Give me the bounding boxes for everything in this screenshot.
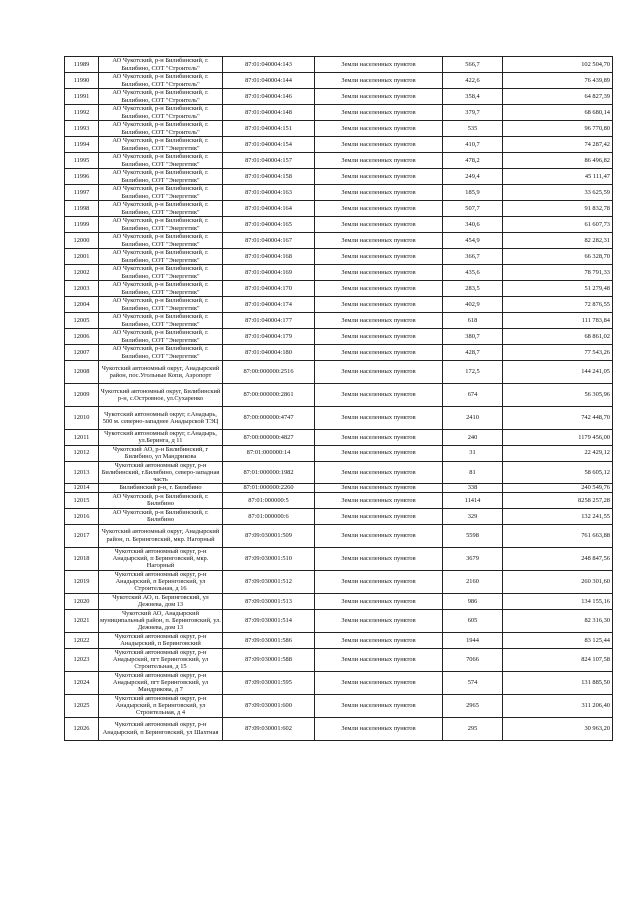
table-row bbox=[65, 137, 613, 153]
cadastral-number-cell: 87:01:040004:148 bbox=[223, 105, 315, 121]
cadastral-value-cell: 76 439,89 bbox=[503, 73, 613, 89]
address-cell: АО Чукотский, р-н Билибинский, г. Билибино, СОТ "Строитель" bbox=[99, 121, 223, 137]
area-cell: 1944 bbox=[443, 632, 503, 648]
address-cell: Чукотский автономный округ, г.Анадырь, 500 м. северно-западнее Анадырской ТЭЦ bbox=[99, 407, 223, 430]
cadastral-value-cell: 74 287,42 bbox=[503, 137, 613, 153]
address-cell: Билибинский р-н, г. Билибино bbox=[99, 484, 223, 492]
cadastral-number-cell: 87:09:030001:588 bbox=[223, 648, 315, 671]
cadastral-number-cell: 87:01:040004:163 bbox=[223, 185, 315, 201]
cadastral-value-cell: 761 663,88 bbox=[503, 524, 613, 547]
table-row bbox=[65, 609, 613, 632]
address-cell: АО Чукотский, р-н Билибинский, г. Билибино, СОТ "Энергетик" bbox=[99, 233, 223, 249]
row-number-cell: 12006 bbox=[65, 329, 99, 345]
row-number-cell: 12024 bbox=[65, 671, 99, 694]
cadastral-number-cell: 87:00:000000:4827 bbox=[223, 430, 315, 446]
address-cell: Чукотский автономный округ, р-н Анадырский, п Беринговский, ул Строительная, д 4 bbox=[99, 694, 223, 717]
area-cell: 2965 bbox=[443, 694, 503, 717]
address-cell: Чукотский автономный округ, р-н Анадырский, п Беринговский, ул Строительная, д 16 bbox=[99, 570, 223, 593]
cadastral-value-cell: 240 549,76 bbox=[503, 484, 613, 492]
table-body bbox=[65, 57, 613, 741]
row-number-cell: 12025 bbox=[65, 694, 99, 717]
table-row bbox=[65, 547, 613, 570]
address-cell: АО Чукотский, р-н Билибинский, г. Билибино, СОТ "Энергетик" bbox=[99, 329, 223, 345]
table-row bbox=[65, 201, 613, 217]
cadastral-value-cell: 96 770,80 bbox=[503, 121, 613, 137]
land-category-cell: Земли населенных пунктов bbox=[315, 524, 443, 547]
cadastral-value-cell: 132 241,55 bbox=[503, 508, 613, 524]
row-number-cell: 12002 bbox=[65, 265, 99, 281]
row-number-cell: 11989 bbox=[65, 57, 99, 73]
address-cell: АО Чукотский, р-н Билибинский, г. Билибино, СОТ "Строитель" bbox=[99, 73, 223, 89]
row-number-cell: 12018 bbox=[65, 547, 99, 570]
area-cell: 380,7 bbox=[443, 329, 503, 345]
area-cell: 566,7 bbox=[443, 57, 503, 73]
row-number-cell: 11991 bbox=[65, 89, 99, 105]
address-cell: Чукотский автономный округ, Билибинский р-н, с.Островное, ул.Сухаренко bbox=[99, 384, 223, 407]
cadastral-number-cell: 87:09:030001:586 bbox=[223, 632, 315, 648]
table-row bbox=[65, 185, 613, 201]
address-cell: АО Чукотский, р-н Билибинский, г. Билибино, СОТ "Энергетик" bbox=[99, 201, 223, 217]
cadastral-number-cell: 87:01:040004:146 bbox=[223, 89, 315, 105]
cadastral-number-cell: 87:09:030001:509 bbox=[223, 524, 315, 547]
table-row bbox=[65, 217, 613, 233]
table-row bbox=[65, 249, 613, 265]
table-row bbox=[65, 492, 613, 508]
cadastral-number-cell: 87:01:000000:2260 bbox=[223, 484, 315, 492]
address-cell: Чукотский автономный округ, р-н Анадырский, п Беринговский bbox=[99, 632, 223, 648]
row-number-cell: 12015 bbox=[65, 492, 99, 508]
land-category-cell: Земли населенных пунктов bbox=[315, 313, 443, 329]
area-cell: 3679 bbox=[443, 547, 503, 570]
address-cell: АО Чукотский, р-н Билибинский, г. Билибино, СОТ "Энергетик" bbox=[99, 169, 223, 185]
cadastral-number-cell: 87:01:040004:154 bbox=[223, 137, 315, 153]
cadastral-value-cell: 68 680,14 bbox=[503, 105, 613, 121]
row-number-cell: 12016 bbox=[65, 508, 99, 524]
cadastral-number-cell: 87:00:000000:4747 bbox=[223, 407, 315, 430]
cadastral-value-cell: 248 847,56 bbox=[503, 547, 613, 570]
cadastral-value-cell: 311 206,40 bbox=[503, 694, 613, 717]
address-cell: Чукотский автономный округ, р-н Анадырский, п Беринговский, ул Шахтная bbox=[99, 717, 223, 740]
row-number-cell: 12007 bbox=[65, 345, 99, 361]
area-cell: 2410 bbox=[443, 407, 503, 430]
cadastral-number-cell: 87:09:030001:512 bbox=[223, 570, 315, 593]
table-row bbox=[65, 445, 613, 461]
area-cell: 5598 bbox=[443, 524, 503, 547]
address-cell: АО Чукотский, р-н Билибинский, г. Билибино, СОТ "Энергетик" bbox=[99, 217, 223, 233]
address-cell: Чукотский автономный округ, р-н Билибинский, г.Билибино, северо-западная часть bbox=[99, 461, 223, 484]
cadastral-value-cell: 22 429,12 bbox=[503, 445, 613, 461]
cadastral-value-cell: 824 107,58 bbox=[503, 648, 613, 671]
row-number-cell: 12014 bbox=[65, 484, 99, 492]
land-category-cell: Земли населенных пунктов bbox=[315, 89, 443, 105]
table-row bbox=[65, 297, 613, 313]
land-category-cell: Земли населенных пунктов bbox=[315, 632, 443, 648]
area-cell: 402,9 bbox=[443, 297, 503, 313]
address-cell: АО Чукотский, р-н Билибинский, г. Билибино, СОТ "Строитель" bbox=[99, 105, 223, 121]
row-number-cell: 12017 bbox=[65, 524, 99, 547]
row-number-cell: 12026 bbox=[65, 717, 99, 740]
cadastral-number-cell: 87:01:040004:167 bbox=[223, 233, 315, 249]
row-number-cell: 12012 bbox=[65, 445, 99, 461]
table-row bbox=[65, 73, 613, 89]
cadastral-number-cell: 87:00:000000:2861 bbox=[223, 384, 315, 407]
area-cell: 454,9 bbox=[443, 233, 503, 249]
row-number-cell: 11998 bbox=[65, 201, 99, 217]
land-category-cell: Земли населенных пунктов bbox=[315, 445, 443, 461]
cadastral-number-cell: 87:09:030001:514 bbox=[223, 609, 315, 632]
table-row bbox=[65, 169, 613, 185]
cadastral-number-cell: 87:01:040004:158 bbox=[223, 169, 315, 185]
cadastral-value-cell: 66 328,70 bbox=[503, 249, 613, 265]
cadastral-value-cell: 131 885,50 bbox=[503, 671, 613, 694]
area-cell: 986 bbox=[443, 593, 503, 609]
cadastral-value-cell: 144 241,05 bbox=[503, 361, 613, 384]
land-category-cell: Земли населенных пунктов bbox=[315, 137, 443, 153]
address-cell: Чукотский автономный округ, р-н Анадырский, пгт Беринговский, ул Строительная, д 15 bbox=[99, 648, 223, 671]
cadastral-number-cell: 87:01:000000:1982 bbox=[223, 461, 315, 484]
row-number-cell: 12005 bbox=[65, 313, 99, 329]
land-category-cell: Земли населенных пунктов bbox=[315, 694, 443, 717]
land-category-cell: Земли населенных пунктов bbox=[315, 233, 443, 249]
cadastral-number-cell: 87:09:030001:510 bbox=[223, 547, 315, 570]
land-category-cell: Земли населенных пунктов bbox=[315, 671, 443, 694]
cadastral-value-cell: 86 496,82 bbox=[503, 153, 613, 169]
address-cell: Чукотский автономный округ, Анадырский район, пос.Угольные Копи, Аэропорт bbox=[99, 361, 223, 384]
area-cell: 535 bbox=[443, 121, 503, 137]
area-cell: 435,6 bbox=[443, 265, 503, 281]
cadastral-value-cell: 134 155,16 bbox=[503, 593, 613, 609]
land-category-cell: Земли населенных пунктов bbox=[315, 648, 443, 671]
table-row bbox=[65, 484, 613, 492]
area-cell: 185,9 bbox=[443, 185, 503, 201]
table-row bbox=[65, 121, 613, 137]
address-cell: Чукотский АО, р-н Билибинский, г Билибино, ул Мандрикова bbox=[99, 445, 223, 461]
land-category-cell: Земли населенных пунктов bbox=[315, 461, 443, 484]
land-category-cell: Земли населенных пунктов bbox=[315, 169, 443, 185]
land-category-cell: Земли населенных пунктов bbox=[315, 407, 443, 430]
table-row bbox=[65, 648, 613, 671]
cadastral-number-cell: 87:09:030001:600 bbox=[223, 694, 315, 717]
address-cell: АО Чукотский, р-н Билибинский, г. Билибино, СОТ "Энергетик" bbox=[99, 185, 223, 201]
cadastral-number-cell: 87:01:040004:165 bbox=[223, 217, 315, 233]
table-row bbox=[65, 570, 613, 593]
area-cell: 379,7 bbox=[443, 105, 503, 121]
area-cell: 366,7 bbox=[443, 249, 503, 265]
address-cell: АО Чукотский, р-н Билибинский, г. Билибино bbox=[99, 508, 223, 524]
table-row bbox=[65, 265, 613, 281]
table-row bbox=[65, 524, 613, 547]
area-cell: 295 bbox=[443, 717, 503, 740]
address-cell: Чукотский автономный округ, р-н Анадырский, п Беринговский, мкр. Нагорный bbox=[99, 547, 223, 570]
row-number-cell: 11995 bbox=[65, 153, 99, 169]
cadastral-number-cell: 87:01:040004:143 bbox=[223, 57, 315, 73]
land-category-cell: Земли населенных пунктов bbox=[315, 281, 443, 297]
land-category-cell: Земли населенных пунктов bbox=[315, 217, 443, 233]
cadastral-number-cell: 87:01:000000:6 bbox=[223, 508, 315, 524]
address-cell: АО Чукотский, р-н Билибинский, г. Билибино, СОТ "Энергетик" bbox=[99, 153, 223, 169]
land-category-cell: Земли населенных пунктов bbox=[315, 345, 443, 361]
cadastral-value-cell: 8258 257,28 bbox=[503, 492, 613, 508]
area-cell: 31 bbox=[443, 445, 503, 461]
area-cell: 428,7 bbox=[443, 345, 503, 361]
row-number-cell: 12013 bbox=[65, 461, 99, 484]
area-cell: 7066 bbox=[443, 648, 503, 671]
land-category-cell: Земли населенных пунктов bbox=[315, 121, 443, 137]
cadastral-number-cell: 87:09:030001:513 bbox=[223, 593, 315, 609]
area-cell: 618 bbox=[443, 313, 503, 329]
cadastral-number-cell: 87:01:040004:177 bbox=[223, 313, 315, 329]
cadastral-value-cell: 64 827,39 bbox=[503, 89, 613, 105]
land-category-cell: Земли населенных пунктов bbox=[315, 249, 443, 265]
row-number-cell: 12022 bbox=[65, 632, 99, 648]
area-cell: 11414 bbox=[443, 492, 503, 508]
cadastral-number-cell: 87:01:040004:179 bbox=[223, 329, 315, 345]
area-cell: 172,5 bbox=[443, 361, 503, 384]
cadastral-value-cell: 33 625,59 bbox=[503, 185, 613, 201]
cadastral-value-cell: 77 543,26 bbox=[503, 345, 613, 361]
area-cell: 478,2 bbox=[443, 153, 503, 169]
area-cell: 410,7 bbox=[443, 137, 503, 153]
address-cell: Чукотский автономный округ, р-н Анадырский, пгт Беринговский, ул Мандрикова, д 7 bbox=[99, 671, 223, 694]
row-number-cell: 12009 bbox=[65, 384, 99, 407]
cadastral-value-cell: 82 282,31 bbox=[503, 233, 613, 249]
cadastral-number-cell: 87:01:000000:14 bbox=[223, 445, 315, 461]
land-category-cell: Земли населенных пунктов bbox=[315, 57, 443, 73]
address-cell: АО Чукотский, р-н Билибинский, г. Билибино bbox=[99, 492, 223, 508]
cadastral-number-cell: 87:01:040004:170 bbox=[223, 281, 315, 297]
table-row bbox=[65, 430, 613, 446]
row-number-cell: 11999 bbox=[65, 217, 99, 233]
cadastral-number-cell: 87:01:040004:157 bbox=[223, 153, 315, 169]
land-category-cell: Земли населенных пунктов bbox=[315, 105, 443, 121]
area-cell: 2160 bbox=[443, 570, 503, 593]
land-category-cell: Земли населенных пунктов bbox=[315, 297, 443, 313]
area-cell: 81 bbox=[443, 461, 503, 484]
cadastral-value-cell: 78 791,33 bbox=[503, 265, 613, 281]
cadastral-value-cell: 56 305,96 bbox=[503, 384, 613, 407]
row-number-cell: 11992 bbox=[65, 105, 99, 121]
row-number-cell: 12010 bbox=[65, 407, 99, 430]
row-number-cell: 12003 bbox=[65, 281, 99, 297]
area-cell: 249,4 bbox=[443, 169, 503, 185]
row-number-cell: 12004 bbox=[65, 297, 99, 313]
document-page bbox=[64, 56, 612, 741]
land-category-cell: Земли населенных пунктов bbox=[315, 484, 443, 492]
table-row bbox=[65, 153, 613, 169]
table-row bbox=[65, 384, 613, 407]
table-row bbox=[65, 329, 613, 345]
row-number-cell: 12008 bbox=[65, 361, 99, 384]
land-category-cell: Земли населенных пунктов bbox=[315, 384, 443, 407]
cadastral-number-cell: 87:01:040004:151 bbox=[223, 121, 315, 137]
cadastral-number-cell: 87:00:000000:2516 bbox=[223, 361, 315, 384]
table-row bbox=[65, 508, 613, 524]
table-row bbox=[65, 694, 613, 717]
table-row bbox=[65, 345, 613, 361]
land-category-cell: Земли населенных пунктов bbox=[315, 609, 443, 632]
row-number-cell: 11993 bbox=[65, 121, 99, 137]
cadastral-value-cell: 61 607,73 bbox=[503, 217, 613, 233]
address-cell: АО Чукотский, р-н Билибинский, г. Билибино, СОТ "Энергетик" bbox=[99, 137, 223, 153]
address-cell: АО Чукотский, р-н Билибинский, г. Билибино, СОТ "Строитель" bbox=[99, 89, 223, 105]
cadastral-value-cell: 82 316,30 bbox=[503, 609, 613, 632]
address-cell: АО Чукотский, р-н Билибинский, г. Билибино, СОТ "Энергетик" bbox=[99, 265, 223, 281]
land-category-cell: Земли населенных пунктов bbox=[315, 717, 443, 740]
row-number-cell: 12021 bbox=[65, 609, 99, 632]
row-number-cell: 12000 bbox=[65, 233, 99, 249]
row-number-cell: 11996 bbox=[65, 169, 99, 185]
address-cell: АО Чукотский, р-н Билибинский, г. Билибино, СОТ "Энергетик" bbox=[99, 249, 223, 265]
table-row bbox=[65, 461, 613, 484]
area-cell: 358,4 bbox=[443, 89, 503, 105]
table-row bbox=[65, 233, 613, 249]
address-cell: Чукотский АО, Анадырский муниципальный район, п. Беринговский, ул. Дежнева, дом 13 bbox=[100, 609, 221, 632]
table-row bbox=[65, 281, 613, 297]
table-row bbox=[65, 671, 613, 694]
address-cell: АО Чукотский, р-н Билибинский, г. Билибино, СОТ "Строитель" bbox=[99, 57, 223, 73]
row-number-cell: 11997 bbox=[65, 185, 99, 201]
land-category-cell: Земли населенных пунктов bbox=[315, 265, 443, 281]
land-category-cell: Земли населенных пунктов bbox=[315, 593, 443, 609]
land-category-cell: Земли населенных пунктов bbox=[315, 201, 443, 217]
area-cell: 240 bbox=[443, 430, 503, 446]
table-row bbox=[65, 593, 613, 609]
cadastral-value-cell: 742 448,70 bbox=[503, 407, 613, 430]
row-number-cell: 12020 bbox=[65, 593, 99, 609]
row-number-cell: 12001 bbox=[65, 249, 99, 265]
cadastral-value-cell: 51 279,48 bbox=[503, 281, 613, 297]
row-number-cell: 12019 bbox=[65, 570, 99, 593]
cadastral-value-cell: 45 111,47 bbox=[503, 169, 613, 185]
area-cell: 605 bbox=[443, 609, 503, 632]
cadastral-number-cell: 87:01:000000:5 bbox=[223, 492, 315, 508]
land-category-cell: Земли населенных пунктов bbox=[315, 185, 443, 201]
address-cell: АО Чукотский, р-н Билибинский, г. Билибино, СОТ "Энергетик" bbox=[99, 281, 223, 297]
cadastral-number-cell: 87:01:040004:174 bbox=[223, 297, 315, 313]
address-cell: Чукотский автономный округ, г.Анадырь, ул.Беринга, д 11 bbox=[99, 430, 223, 446]
row-number-cell: 12011 bbox=[65, 430, 99, 446]
address-cell: АО Чукотский, р-н Билибинский, г. Билибино, СОТ "Энергетик" bbox=[99, 313, 223, 329]
area-cell: 329 bbox=[443, 508, 503, 524]
cadastral-value-cell: 91 832,78 bbox=[503, 201, 613, 217]
row-number-cell: 11994 bbox=[65, 137, 99, 153]
land-category-cell: Земли населенных пунктов bbox=[315, 547, 443, 570]
cadastral-number-cell: 87:09:030001:602 bbox=[223, 717, 315, 740]
table-row bbox=[65, 632, 613, 648]
row-number-cell: 11990 bbox=[65, 73, 99, 89]
address-cell: Чукотский АО, п. Беринговский, ул Дежнева, дом 13 bbox=[99, 593, 223, 609]
land-category-cell: Земли населенных пунктов bbox=[315, 508, 443, 524]
cadastral-value-cell: 102 504,70 bbox=[503, 57, 613, 73]
land-plots-table bbox=[64, 56, 613, 741]
table-row bbox=[65, 89, 613, 105]
area-cell: 674 bbox=[443, 384, 503, 407]
row-number-cell: 12023 bbox=[65, 648, 99, 671]
cadastral-value-cell: 111 783,84 bbox=[503, 313, 613, 329]
table-row bbox=[65, 717, 613, 740]
table-row bbox=[65, 361, 613, 384]
table-row bbox=[65, 105, 613, 121]
area-cell: 574 bbox=[443, 671, 503, 694]
land-category-cell: Земли населенных пунктов bbox=[315, 492, 443, 508]
land-category-cell: Земли населенных пунктов bbox=[315, 153, 443, 169]
address-cell: АО Чукотский, р-н Билибинский, г. Билибино, СОТ "Энергетик" bbox=[99, 297, 223, 313]
area-cell: 283,5 bbox=[443, 281, 503, 297]
cadastral-value-cell: 1179 456,00 bbox=[503, 430, 613, 446]
land-category-cell: Земли населенных пунктов bbox=[315, 329, 443, 345]
cadastral-number-cell: 87:09:030001:595 bbox=[223, 671, 315, 694]
address-cell: АО Чукотский, р-н Билибинский, г. Билибино, СОТ "Энергетик" bbox=[99, 345, 223, 361]
cadastral-value-cell: 72 876,55 bbox=[503, 297, 613, 313]
cadastral-number-cell: 87:01:040004:164 bbox=[223, 201, 315, 217]
cadastral-number-cell: 87:01:040004:144 bbox=[223, 73, 315, 89]
area-cell: 338 bbox=[443, 484, 503, 492]
table-row bbox=[65, 407, 613, 430]
land-category-cell: Земли населенных пунктов bbox=[315, 361, 443, 384]
address-cell: Чукотский автономный округ, Анадырский район, п. Беринговский, мкр. Нагорный bbox=[99, 524, 223, 547]
cadastral-number-cell: 87:01:040004:168 bbox=[223, 249, 315, 265]
cadastral-number-cell: 87:01:040004:169 bbox=[223, 265, 315, 281]
land-category-cell: Земли населенных пунктов bbox=[315, 73, 443, 89]
cadastral-value-cell: 58 605,12 bbox=[503, 461, 613, 484]
table-row bbox=[65, 57, 613, 73]
area-cell: 507,7 bbox=[443, 201, 503, 217]
land-category-cell: Земли населенных пунктов bbox=[315, 570, 443, 593]
cadastral-value-cell: 30 963,20 bbox=[503, 717, 613, 740]
cadastral-value-cell: 260 301,60 bbox=[503, 570, 613, 593]
table-row bbox=[65, 313, 613, 329]
area-cell: 422,6 bbox=[443, 73, 503, 89]
cadastral-number-cell: 87:01:040004:180 bbox=[223, 345, 315, 361]
cadastral-value-cell: 68 861,02 bbox=[503, 329, 613, 345]
cadastral-value-cell: 83 125,44 bbox=[503, 632, 613, 648]
land-category-cell: Земли населенных пунктов bbox=[315, 430, 443, 446]
area-cell: 340,6 bbox=[443, 217, 503, 233]
